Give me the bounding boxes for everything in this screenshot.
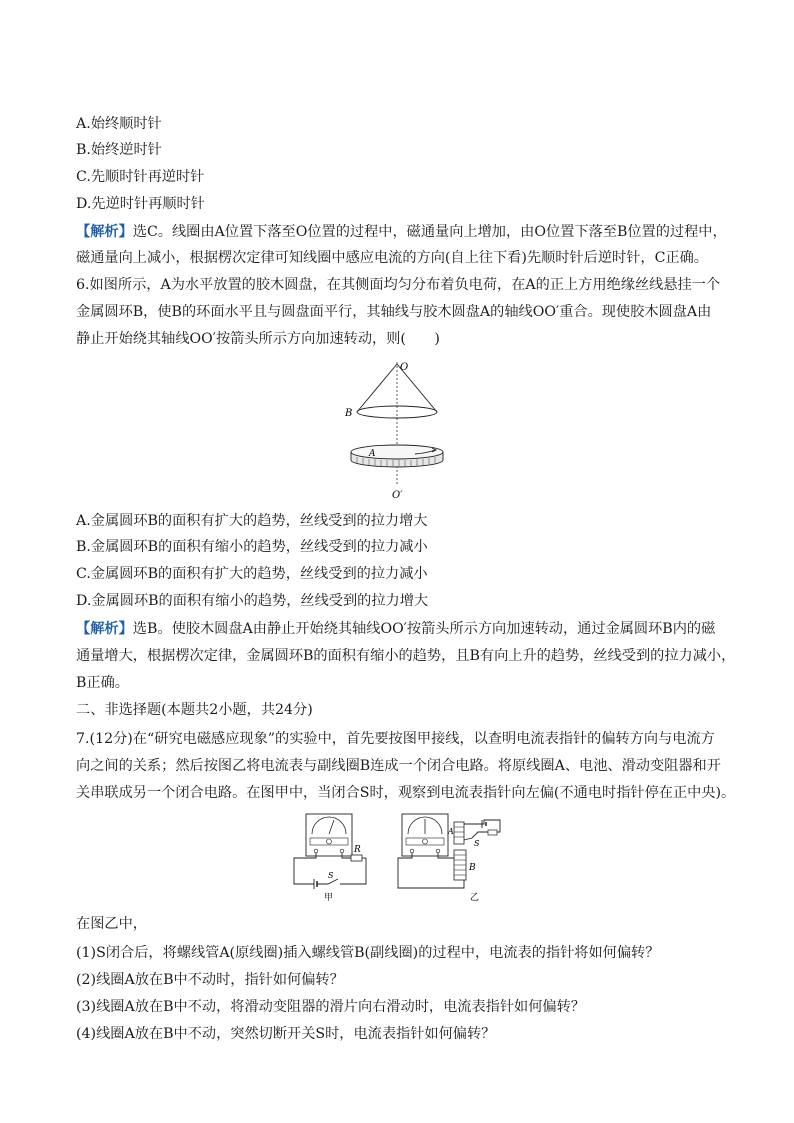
q7-figure xyxy=(288,810,518,905)
q7-stem-line2: 向之间的关系；然后按图乙将电流表与副线圈B连成一个闭合电路。将原线圈A、电池、滑动变阻器和开 xyxy=(76,758,721,774)
analysis-tag: 【解析】 xyxy=(76,621,133,637)
q7-label-a: A xyxy=(448,827,454,836)
resistor-r xyxy=(351,855,362,861)
q7-stem-line1: 7.(12分)在“研究电磁感应现象”的实验中，首先要按图甲接线，以查明电流表指针的偏转方向与电流方 xyxy=(76,731,715,747)
q7-label-yi: 乙 xyxy=(470,893,480,903)
q7-sub-1: (1)S闭合后，将螺线管A(原线圈)插入螺线管B(副线圈)的过程中，电流表的指针将如何偏转？ xyxy=(76,945,660,961)
q7-label-b: B xyxy=(469,863,476,873)
q7-label-s1: S xyxy=(328,871,334,880)
q6-option-d: D.金属圆环B的面积有缩小的趋势，丝线受到的拉力增大 xyxy=(76,593,429,609)
q6-label-o-top: O xyxy=(400,362,409,373)
q6-figure xyxy=(345,356,455,504)
q6-stem-line3: 静止开始绕其轴线OO′按箭头所示方向加速转动，则( ) xyxy=(76,331,440,347)
q7-diagram-jia xyxy=(294,814,366,903)
q6-option-c: C.金属圆环B的面积有扩大的趋势，丝线受到的拉力减小 xyxy=(76,566,428,582)
q5-option-a: A.始终顺时针 xyxy=(76,116,162,132)
q6-stem-line1: 6.如图所示，A为水平放置的胶木圆盘，在其侧面均匀分布着负电荷，在A的正上方用绝缘丝线悬挂一个 xyxy=(76,277,721,293)
q5-analysis-line2: 磁通量向上减小，根据楞次定律可知线圈中感应电流的方向(自上往下看)先顺时针后逆时针，C正确。 xyxy=(76,250,708,266)
q5-option-b: B.始终逆时针 xyxy=(76,142,162,158)
q7-label-s2: S xyxy=(474,839,480,848)
section-heading: 二、非选择题(本题共2小题，共24分) xyxy=(76,702,313,718)
q6-stem-line2: 金属圆环B，使B的环面水平且与圆盘面平行，其轴线与胶木圆盘A的轴线OO′重合。现使胶木圆盘A由 xyxy=(76,304,712,320)
q6-label-a: A xyxy=(369,449,376,459)
q5-option-c: C.先顺时针再逆时针 xyxy=(76,169,205,185)
q7-label-jia: 甲 xyxy=(324,893,334,903)
q6-label-b: B xyxy=(345,408,353,419)
galvanometer-jia xyxy=(306,814,352,856)
q7-sub-4: (4)线圈A放在B中不动，突然切断开关S时，电流表指针如何偏转？ xyxy=(76,1026,496,1042)
q6-analysis-line3: B正确。 xyxy=(76,675,129,691)
q6-analysis-line1: 【解析】选B。使胶木圆盘A由静止开始绕其轴线OO′按箭头所示方向加速转动，通过金属圆环B内的磁 xyxy=(76,621,716,637)
q7-diagram-yi xyxy=(398,814,500,903)
q5-analysis-line1: 【解析】选C。线圈由A位置下落至O位置的过程中，磁通量向上增加，由O位置下落至B位置的过程中， xyxy=(76,224,727,240)
q6-analysis-line2: 通量增大，根据楞次定律，金属圆环B的面积有缩小的趋势，且B有向上升的趋势，丝线受到的拉力减小， xyxy=(76,648,736,664)
coil-a xyxy=(454,822,464,844)
q7-label-r: R xyxy=(354,845,361,855)
q6-option-b: B.金属圆环B的面积有缩小的趋势，丝线受到的拉力减小 xyxy=(76,539,428,555)
q5-option-d: D.先逆时针再顺时针 xyxy=(76,196,205,212)
q6-option-a: A.金属圆环B的面积有扩大的趋势，丝线受到的拉力增大 xyxy=(76,513,428,529)
q7-stem-line3: 关串联成另一个闭合电路。在图甲中，当闭合S时，观察到电流表指针向左偏(不通电时指针停在正中央)。 xyxy=(76,785,736,801)
analysis-tag: 【解析】 xyxy=(76,224,133,240)
q6-label-o-bottom: O′ xyxy=(392,490,403,501)
q6-disk-a xyxy=(351,445,443,467)
q7-intro: 在图乙中， xyxy=(76,916,147,932)
q7-sub-2: (2)线圈A放在B中不动时，指针如何偏转？ xyxy=(76,972,344,988)
q6-thread-left xyxy=(357,364,397,412)
q7-sub-3: (3)线圈A放在B中不动，将滑动变阻器的滑片向右滑动时，电流表指针如何偏转？ xyxy=(76,999,585,1015)
